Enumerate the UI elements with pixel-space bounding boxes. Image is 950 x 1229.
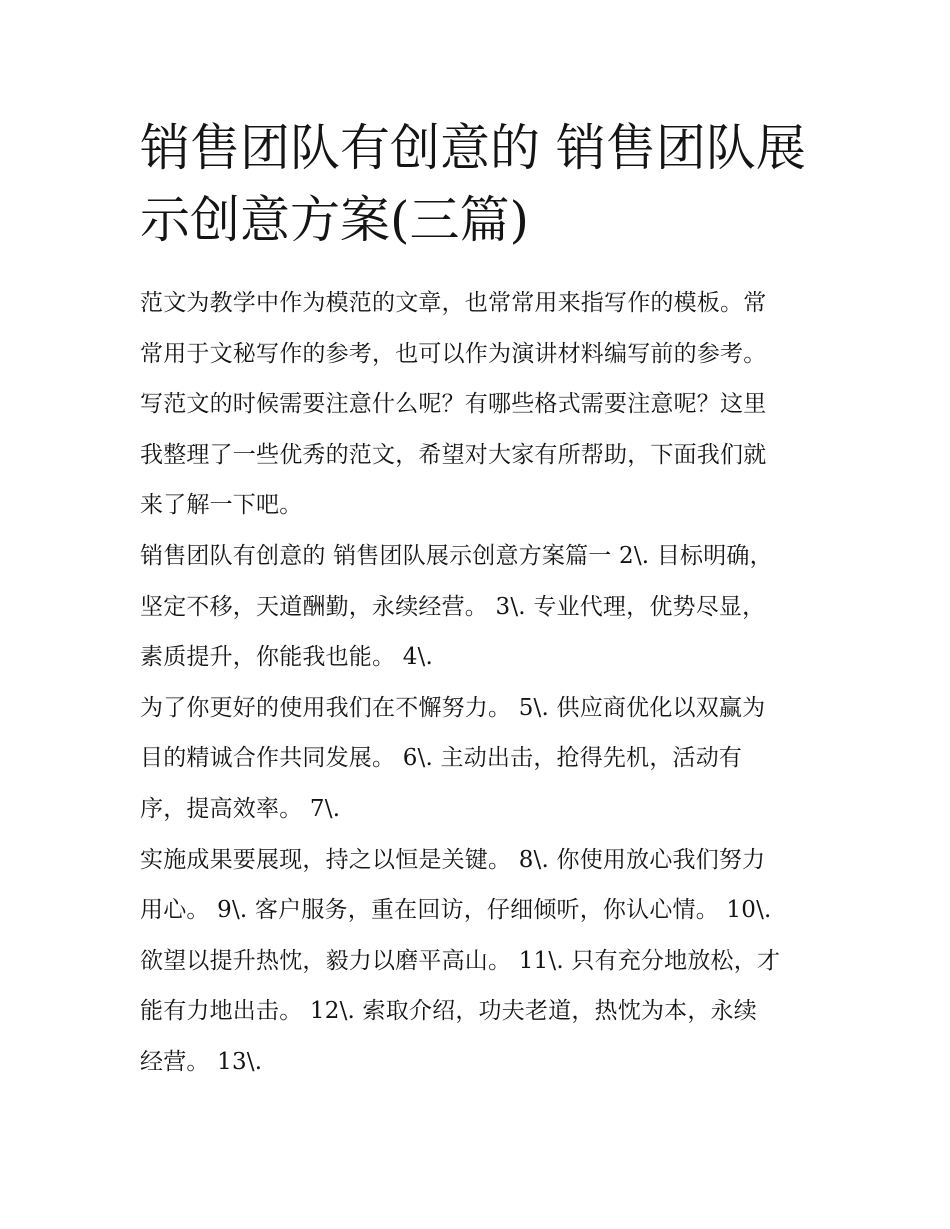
body-line: 常用于文秘写作的参考，也可以作为演讲材料编写前的参考。 [140, 340, 767, 367]
body-line: 目的精诚合作共同发展。 6\. 主动出击，抢得先机，活动有 [140, 745, 743, 772]
body-line: 用心。 9\. 客户服务，重在回访，仔细倾听，你认心情。 10\. [140, 897, 772, 924]
body-line: 我整理了一些优秀的范文，希望对大家有所帮助，下面我们就 [140, 441, 767, 468]
body-line: 范文为教学中作为模范的文章，也常常用来指写作的模板。常 [140, 290, 767, 316]
document-title [140, 112, 830, 256]
body-line: 欲望以提升热忱，毅力以磨平高山。 11\. 只有充分地放松，才 [140, 947, 781, 974]
body-line: 销售团队有创意的 销售团队展示创意方案篇一 2\. 目标明确， [140, 542, 773, 569]
body-line: 经营。 13\. [140, 1048, 263, 1075]
body-line: 坚定不移，天道酬勤，永续经营。 3\. 专业代理，优势尽显， [140, 593, 766, 620]
body-line: 来了解一下吧。 [140, 492, 303, 519]
body-line: 写范文的时候需要注意什么呢？有哪些格式需要注意呢？这里 [140, 391, 767, 418]
body-line: 能有力地出击。 12\. 索取介绍，功夫老道，热忱为本，永续 [140, 998, 757, 1025]
body-line: 素质提升，你能我也能。 4\. [140, 644, 434, 671]
body-line: 序，提高效率。 7\. [140, 795, 341, 822]
title-line: 示创意方案(三篇) [140, 191, 530, 249]
title-line: 销售团队有创意的 销售团队展 [140, 119, 806, 177]
document-body [140, 278, 830, 1088]
body-line: 为了你更好的使用我们在不懈努力。 5\. 供应商优化以双赢为 [140, 694, 766, 721]
body-line: 实施成果要展现，持之以恒是关键。 8\. 你使用放心我们努力 [140, 846, 766, 873]
